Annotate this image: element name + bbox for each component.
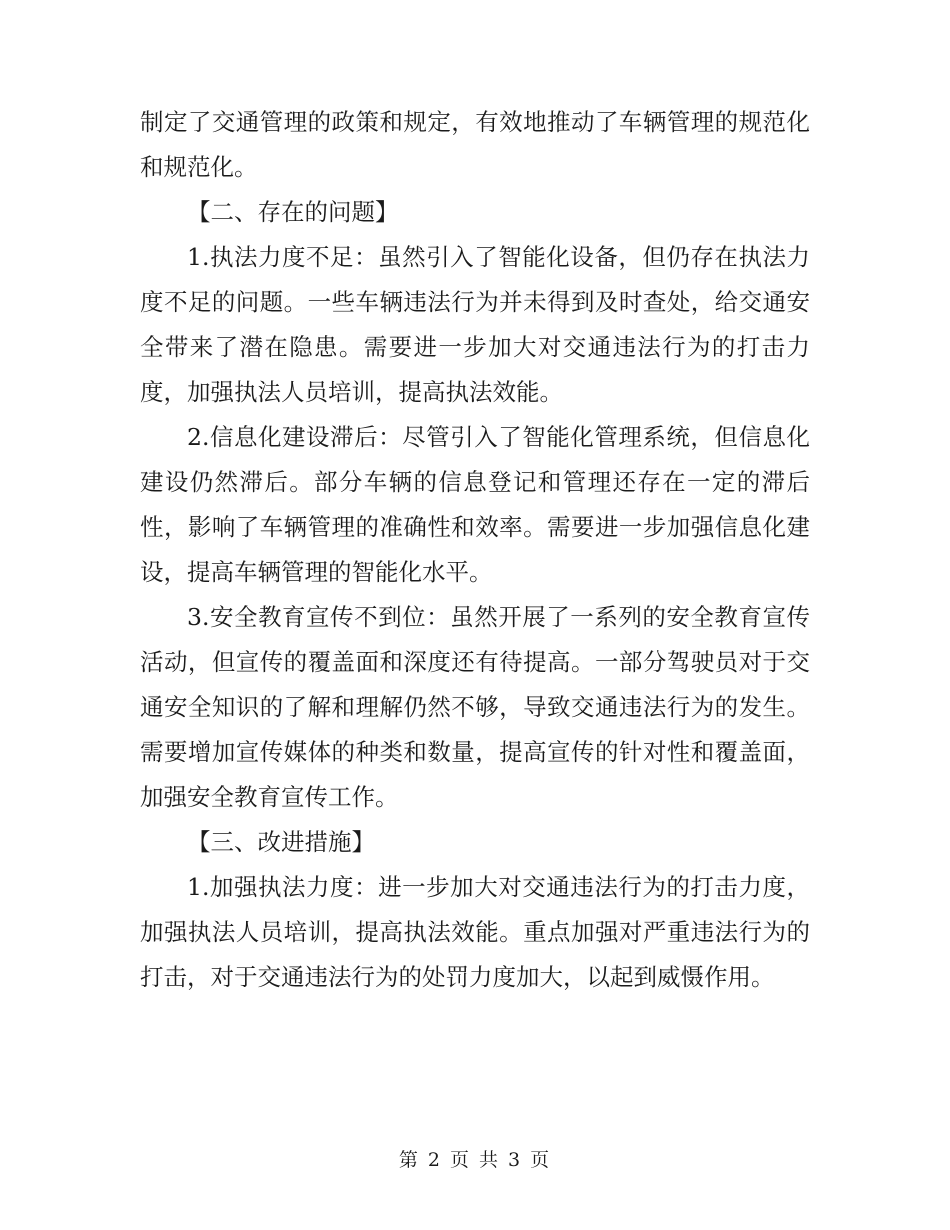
section-heading-problems: 【二、存在的问题】 (187, 198, 399, 226)
problem-item-1: 1.执法力度不足：虽然引入了智能化设备，但仍存在执法力度不足的问题。一些车辆违法行为并未得到及时查处，给交通安全带来了潜在隐患。需要进一步加大对交通违法行为的打击力度，加强执法人员培训，提高执法效能。 (140, 243, 810, 406)
problem-item-3: 3.安全教育宣传不到位：虽然开展了一系列的安全教育宣传活动，但宣传的覆盖面和深度还有待提高。一部分驾驶员对于交通安全知识的了解和理解仍然不够，导致交通违法行为的发生。需要增加宣传媒体的种类和数量，提高宣传的针对性和覆盖面，加强安全教育宣传工作。 (140, 603, 810, 811)
page-number-footer: 第 2 页 共 3 页 (398, 1149, 552, 1171)
continuation-paragraph: 制定了交通管理的政策和规定，有效地推动了车辆管理的规范化和规范化。 (140, 108, 810, 181)
improvement-item-1: 1.加强执法力度：进一步加大对交通违法行为的打击力度，加强执法人员培训，提高执法效能。重点加强对严重违法行为的打击，对于交通违法行为的处罚力度加大，以起到威慑作用。 (140, 873, 810, 991)
document-body (140, 100, 810, 1000)
problem-item-2: 2.信息化建设滞后：尽管引入了智能化管理系统，但信息化建设仍然滞后。部分车辆的信息登记和管理还存在一定的滞后性，影响了车辆管理的准确性和效率。需要进一步加强信息化建设，提高车辆管理的智能化水平。 (140, 423, 810, 586)
section-heading-improvements: 【三、改进措施】 (187, 828, 375, 856)
